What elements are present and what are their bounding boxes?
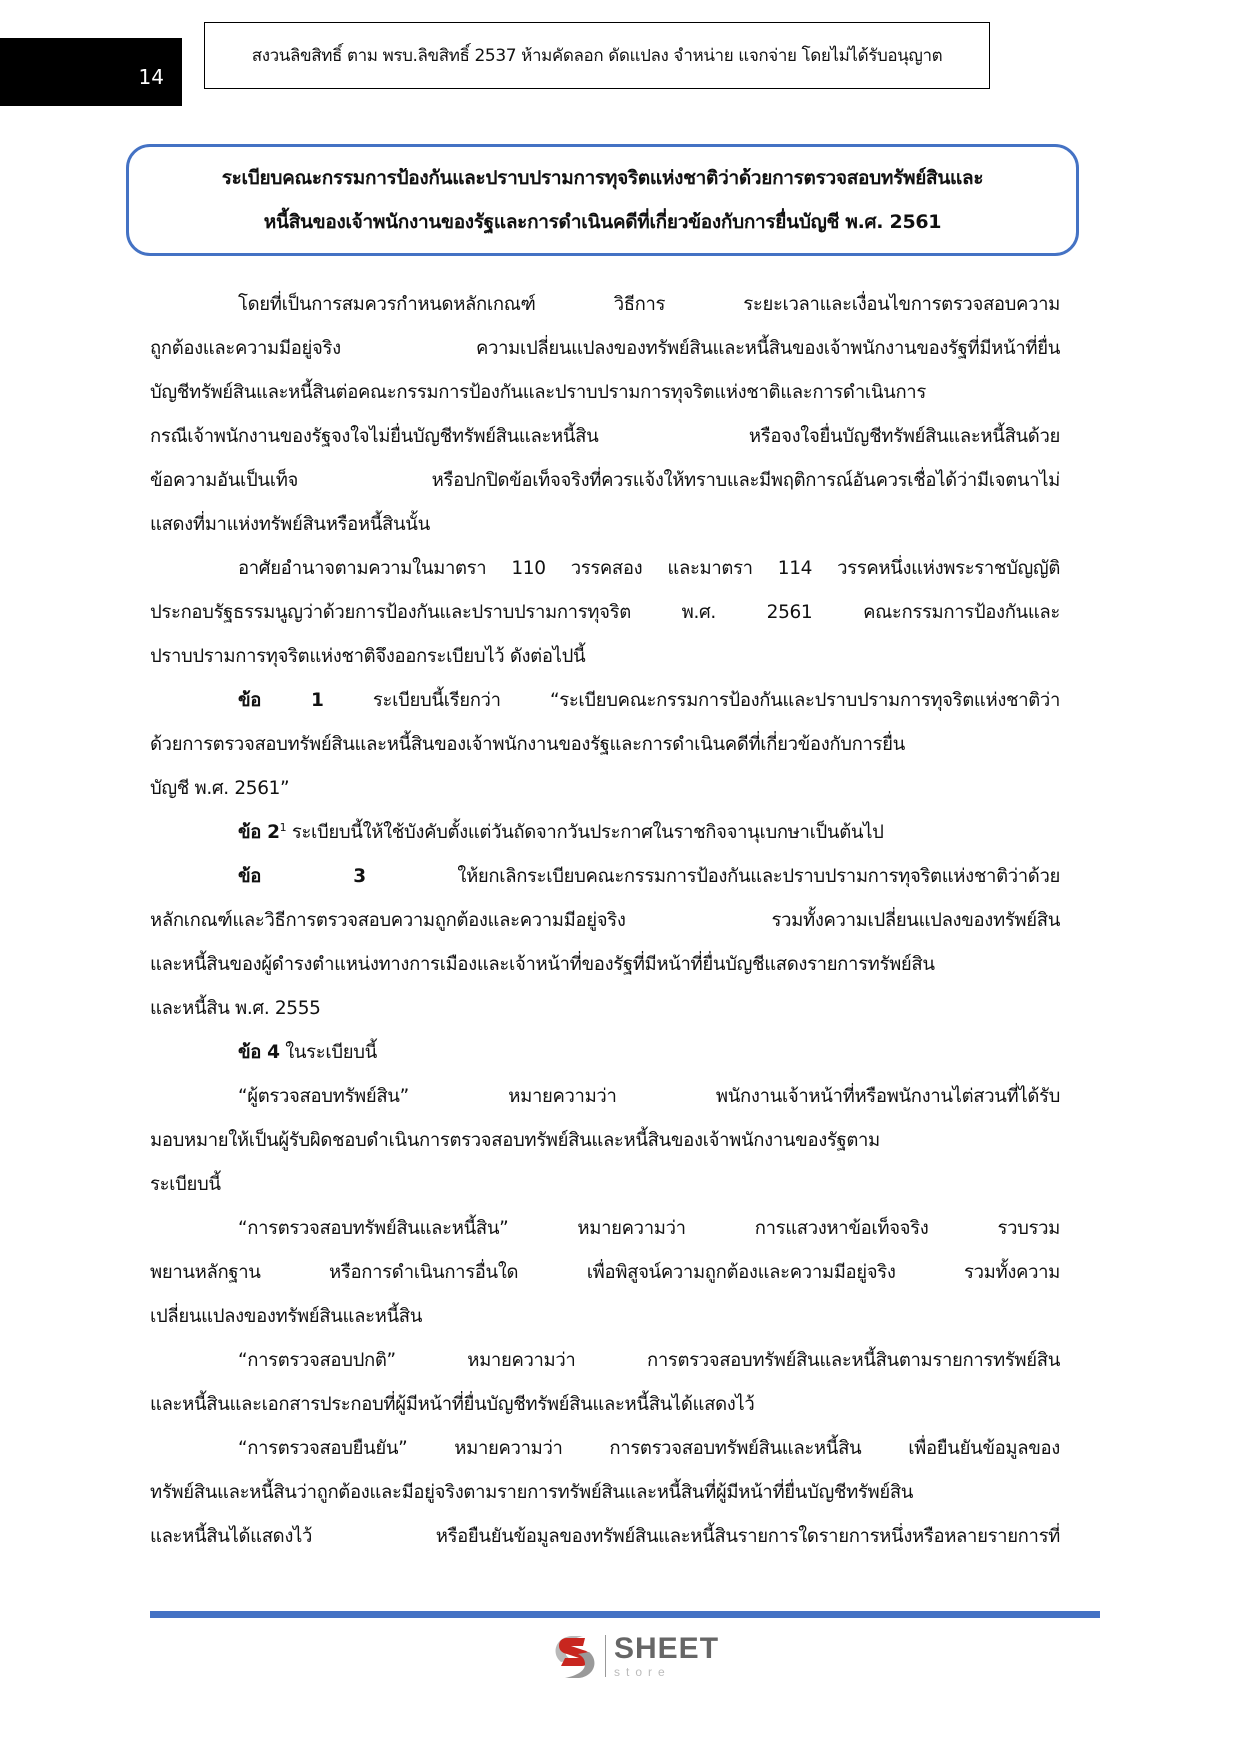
paragraph-line <box>150 1339 1060 1383</box>
line-text: บัญชี พ.ศ. 2561” <box>150 778 290 799</box>
sheet-store-s-icon <box>553 1632 597 1680</box>
line-text: ปราบปรามการทุจริตแห่งชาติจึงออกระเบียบไว้ ดังต่อไปนี้ <box>150 646 586 667</box>
sheet-store-logo <box>553 1632 719 1680</box>
logo-divider <box>605 1635 606 1677</box>
line-text: ในระเบียบนี้ <box>279 1042 377 1063</box>
line-text: โดยที่เป็นการสมควรกำหนดหลักเกณฑ์ วิธีการ ระยะเวลาและเงื่อนไขการตรวจสอบความ <box>238 294 1060 315</box>
paragraph-line <box>150 1295 1060 1339</box>
clause-number: ข้อ 1 <box>238 690 324 711</box>
paragraph-line <box>150 1163 1060 1207</box>
paragraph-line <box>150 1383 1060 1427</box>
paragraph-line <box>150 1207 1060 1251</box>
paragraph-line <box>150 327 1060 371</box>
line-text: และหนี้สินและเอกสารประกอบที่ผู้มีหน้าที่ยื่นบัญชีทรัพย์สินและหนี้สินได้แสดงไว้ <box>150 1394 755 1415</box>
line-text: มอบหมายให้เป็นผู้รับผิดชอบดำเนินการตรวจสอบทรัพย์สินและหนี้สินของเจ้าพนักงานของรัฐตาม <box>150 1130 880 1151</box>
line-text: ระเบียบนี้ให้ใช้บังคับตั้งแต่วันถัดจากวันประกาศในราชกิจจานุเบกษาเป็นต้นไป <box>286 822 884 843</box>
paragraph-line <box>150 1427 1060 1471</box>
paragraph-line <box>150 899 1060 943</box>
line-text: อาศัยอำนาจตามความในมาตรา 110 วรรคสอง และมาตรา 114 วรรคหนึ่งแห่งพระราชบัญญัติ <box>238 558 1060 579</box>
paragraph-line <box>150 415 1060 459</box>
document-body <box>150 283 1060 1559</box>
paragraph-line <box>150 811 1060 855</box>
line-text: ระเบียบนี้เรียกว่า “ระเบียบคณะกรรมการป้องกันและปราบปรามการทุจริตแห่งชาติว่า <box>323 690 1060 711</box>
clause-number: ข้อ 3 <box>238 866 366 887</box>
paragraph-line <box>150 1251 1060 1295</box>
paragraph-line <box>150 1119 1060 1163</box>
line-text: พยานหลักฐาน หรือการดำเนินการอื่นใด เพื่อพิสูจน์ความถูกต้องและความมีอยู่จริง รวมทั้งความ <box>150 1262 1060 1283</box>
paragraph-line <box>150 943 1060 987</box>
paragraph-line <box>150 283 1060 327</box>
paragraph-line <box>150 1031 1060 1075</box>
paragraph-line <box>150 723 1060 767</box>
line-text: ให้ยกเลิกระเบียบคณะกรรมการป้องกันและปราบปรามการทุจริตแห่งชาติว่าด้วย <box>365 866 1061 887</box>
logo-sub-text: store <box>614 1665 671 1679</box>
paragraph-line <box>150 371 1060 415</box>
footnote-marker: 1 <box>279 820 287 834</box>
paragraph-line <box>150 855 1060 899</box>
clause-number: ข้อ 4 <box>238 1042 280 1063</box>
footer-divider <box>150 1611 1100 1618</box>
paragraph-line <box>150 987 1060 1031</box>
line-text: “การตรวจสอบทรัพย์สินและหนี้สิน” หมายความว่า การแสวงหาข้อเท็จจริง รวบรวม <box>238 1218 1060 1239</box>
line-text: ข้อความอันเป็นเท็จ หรือปกปิดข้อเท็จจริงที่ควรแจ้งให้ทราบและมีพฤติการณ์อันควรเชื่อได้ว่ามีเจตนาไม่ <box>150 470 1060 491</box>
paragraph-line <box>150 1471 1060 1515</box>
paragraph-line <box>150 547 1060 591</box>
paragraph-line <box>150 1515 1060 1559</box>
line-text: ถูกต้องและความมีอยู่จริง ความเปลี่ยนแปลงของทรัพย์สินและหนี้สินของเจ้าพนักงานของรัฐที่มีหน้าที่ยื่น <box>150 338 1060 359</box>
paragraph-line <box>150 679 1060 723</box>
logo-main-text: SHEET <box>614 1632 720 1665</box>
line-text: “ผู้ตรวจสอบทรัพย์สิน” หมายความว่า พนักงานเจ้าหน้าที่หรือพนักงานไต่สวนที่ได้รับ <box>238 1086 1060 1107</box>
line-text: ประกอบรัฐธรรมนูญว่าด้วยการป้องกันและปราบปรามการทุจริต พ.ศ. 2561 คณะกรรมการป้องกันและ <box>150 602 1060 623</box>
line-text: ระเบียบนี้ <box>150 1174 221 1195</box>
paragraph-line <box>150 635 1060 679</box>
paragraph-line <box>150 767 1060 811</box>
line-text: บัญชีทรัพย์สินและหนี้สินต่อคณะกรรมการป้องกันและปราบปรามการทุจริตแห่งชาติและการดำเนินการ <box>150 382 926 403</box>
paragraph-line <box>150 459 1060 503</box>
line-text: “การตรวจสอบยืนยัน” หมายความว่า การตรวจสอบทรัพย์สินและหนี้สิน เพื่อยืนยันข้อมูลของ <box>238 1438 1060 1459</box>
page-number-badge <box>0 38 182 106</box>
copyright-notice: สงวนลิขสิทธิ์ ตาม พรบ.ลิขสิทธิ์ 2537 ห้ามคัดลอก ดัดแปลง จำหน่าย แจกจ่าย โดยไม่ได้รับอนุญาต <box>251 46 943 66</box>
title-line-2: หนี้สินของเจ้าพนักงานของรัฐและการดำเนินคดีที่เกี่ยวข้องกับการยื่นบัญชี พ.ศ. 2561 <box>263 211 942 233</box>
copyright-header <box>204 22 990 89</box>
paragraph-line <box>150 503 1060 547</box>
line-text: และหนี้สินได้แสดงไว้ หรือยืนยันข้อมูลของทรัพย์สินและหนี้สินรายการใดรายการหนึ่งหรือหลายรายการที่ <box>150 1526 1060 1547</box>
line-text: และหนี้สิน พ.ศ. 2555 <box>150 998 321 1019</box>
paragraph-line <box>150 1075 1060 1119</box>
paragraph-line <box>150 591 1060 635</box>
line-text: เปลี่ยนแปลงของทรัพย์สินและหนี้สิน <box>150 1306 423 1327</box>
page-number: 14 <box>138 65 164 89</box>
line-text: ด้วยการตรวจสอบทรัพย์สินและหนี้สินของเจ้าพนักงานของรัฐและการดำเนินคดีที่เกี่ยวข้องกับการยื่น <box>150 734 905 755</box>
clause-number: ข้อ 2 <box>238 822 280 843</box>
line-text: แสดงที่มาแห่งทรัพย์สินหรือหนี้สินนั้น <box>150 514 430 535</box>
line-text: กรณีเจ้าพนักงานของรัฐจงใจไม่ยื่นบัญชีทรัพย์สินและหนี้สิน หรือจงใจยื่นบัญชีทรัพย์สินและหนี้สินด้วย <box>150 426 1060 447</box>
line-text: และหนี้สินของผู้ดำรงตำแหน่งทางการเมืองและเจ้าหน้าที่ของรัฐที่มีหน้าที่ยื่นบัญชีแสดงรายการทรัพย์สิน <box>150 954 935 975</box>
document-title-box <box>126 144 1079 256</box>
line-text: หลักเกณฑ์และวิธีการตรวจสอบความถูกต้องและความมีอยู่จริง รวมทั้งความเปลี่ยนแปลงของทรัพย์สิน <box>150 910 1060 931</box>
line-text: “การตรวจสอบปกติ” หมายความว่า การตรวจสอบทรัพย์สินและหนี้สินตามรายการทรัพย์สิน <box>238 1350 1060 1371</box>
line-text: ทรัพย์สินและหนี้สินว่าถูกต้องและมีอยู่จริงตามรายการทรัพย์สินและหนี้สินที่ผู้มีหน้าที่ยื่นบัญชีทรัพย์สิน <box>150 1482 914 1503</box>
title-line-1: ระเบียบคณะกรรมการป้องกันและปราบปรามการทุจริตแห่งชาติว่าด้วยการตรวจสอบทรัพย์สินและ <box>221 167 984 189</box>
